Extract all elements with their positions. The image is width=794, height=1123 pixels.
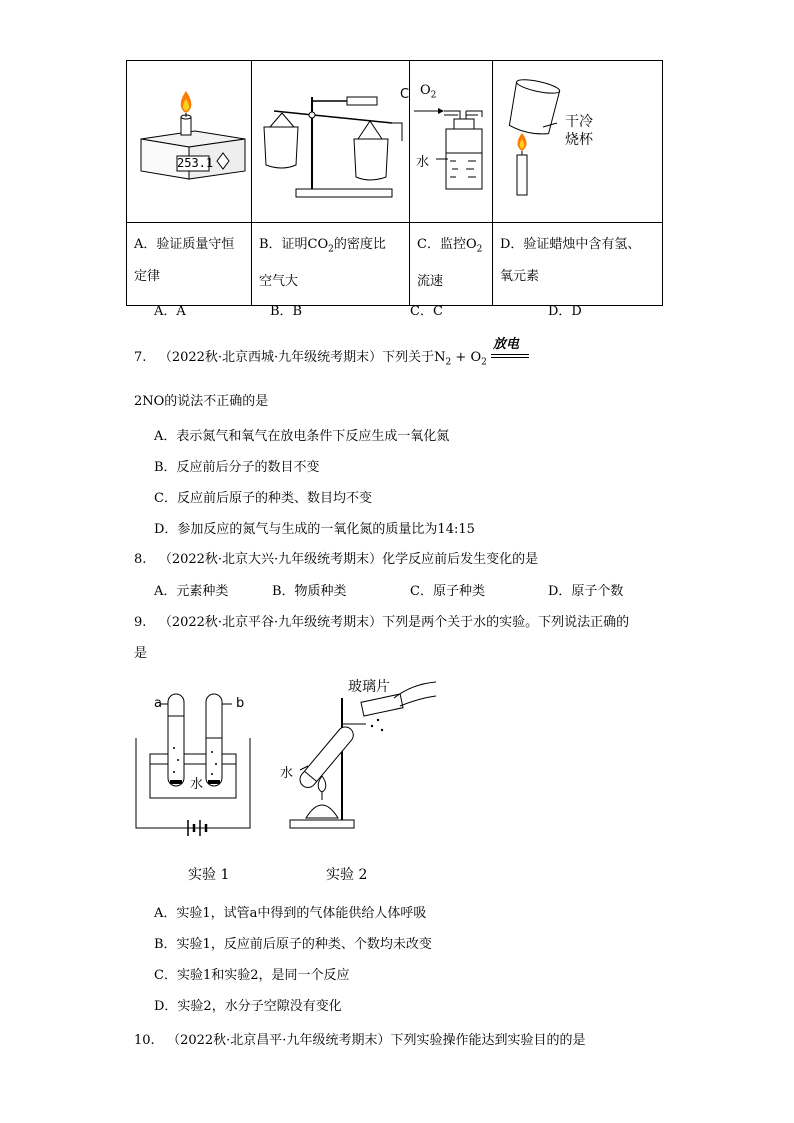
q8-option-a: A．元素种类 — [154, 584, 229, 599]
oxygen-label: $O_2$ — [420, 83, 437, 101]
caption-c: C．监控$O_2$ 流速 — [410, 223, 493, 306]
cut-off-label: C — [400, 87, 410, 102]
reaction-condition-arrow: 放电 — [491, 347, 531, 363]
tube-b-label: b — [236, 696, 245, 711]
experiment-2-caption: 实验 2 — [326, 867, 368, 883]
q9-stem-line2: 是 — [134, 646, 148, 661]
q7-option-a: A．表示氮气和氧气在放电条件下反应生成一氧化氮 — [154, 429, 450, 444]
q6-option-b: B．B — [270, 304, 303, 319]
caption-a: A．验证质量守恒 定律 — [127, 223, 252, 306]
dry-cold-label: 干冷 — [565, 114, 593, 130]
q6-option-a: A．A — [154, 304, 186, 319]
figure-cell-b — [252, 61, 410, 223]
q6-option-d: D．D — [548, 304, 582, 319]
beaker-label: 烧杯 — [565, 132, 593, 148]
experiment-1-caption: 实验 1 — [188, 867, 230, 883]
figure-cell-c — [400, 61, 493, 223]
q8-stem: 8. （2022秋·北京大兴·九年级统考期末）化学反应前后发生变化的是 — [134, 552, 539, 567]
figure-cell-d — [493, 61, 663, 223]
q9-stem: 9. （2022秋·北京平谷·九年级统考期末）下列是两个关于水的实验。下列说法正确的 — [134, 615, 630, 630]
q6-option-c: C．C — [410, 304, 443, 319]
q10-stem: 10. （2022秋·北京昌平·九年级统考期末）下列实验操作能达到实验目的的是 — [134, 1033, 586, 1048]
q7-stem: 7. （2022秋·北京西城·九年级统考期末）下列关于$N_2 + O_2$ 放电 — [134, 346, 531, 368]
glass-plate-label: 玻璃片 — [348, 679, 390, 695]
q9-option-b: B．实验1，反应前后原子的种类、个数均未改变 — [154, 937, 432, 952]
electrolysis-water-label: 水 — [190, 777, 204, 792]
caption-d: D．验证蜡烛中含有氢、 氧元素 — [493, 223, 663, 306]
water-label: 水 — [416, 155, 430, 170]
q7-stem-line2: 2NO的说法不正确的是 — [134, 394, 269, 409]
figure-cell-a — [127, 61, 252, 223]
balance-candle-figure — [127, 61, 251, 218]
test-tube-water-label: 水 — [280, 766, 294, 781]
balance-reading: 253.1 — [177, 156, 214, 170]
q7-option-d: D．参加反应的氮气与生成的一氧化氮的质量比为14:15 — [154, 522, 475, 537]
q9-option-c: C．实验1和实验2，是同一个反应 — [154, 968, 350, 983]
q8-option-d: D．原子个数 — [548, 584, 624, 599]
q9-option-a: A．实验1，试管a中得到的气体能供给人体呼吸 — [154, 906, 427, 921]
q8-option-c: C．原子种类 — [410, 584, 485, 599]
q7-option-b: B．反应前后分子的数目不变 — [154, 460, 320, 475]
water-experiments-figure — [130, 668, 450, 840]
caption-b: B．证明$CO_2$的密度比 空气大 — [252, 223, 410, 306]
q9-option-d: D．实验2，水分子空隙没有变化 — [154, 999, 342, 1014]
tube-a-label: a — [154, 696, 162, 711]
q8-option-b: B．物质种类 — [272, 584, 347, 599]
q7-option-c: C．反应前后原子的种类、数目均不变 — [154, 491, 372, 506]
experiment-table — [126, 60, 663, 306]
lever-beaker-figure — [252, 61, 409, 218]
